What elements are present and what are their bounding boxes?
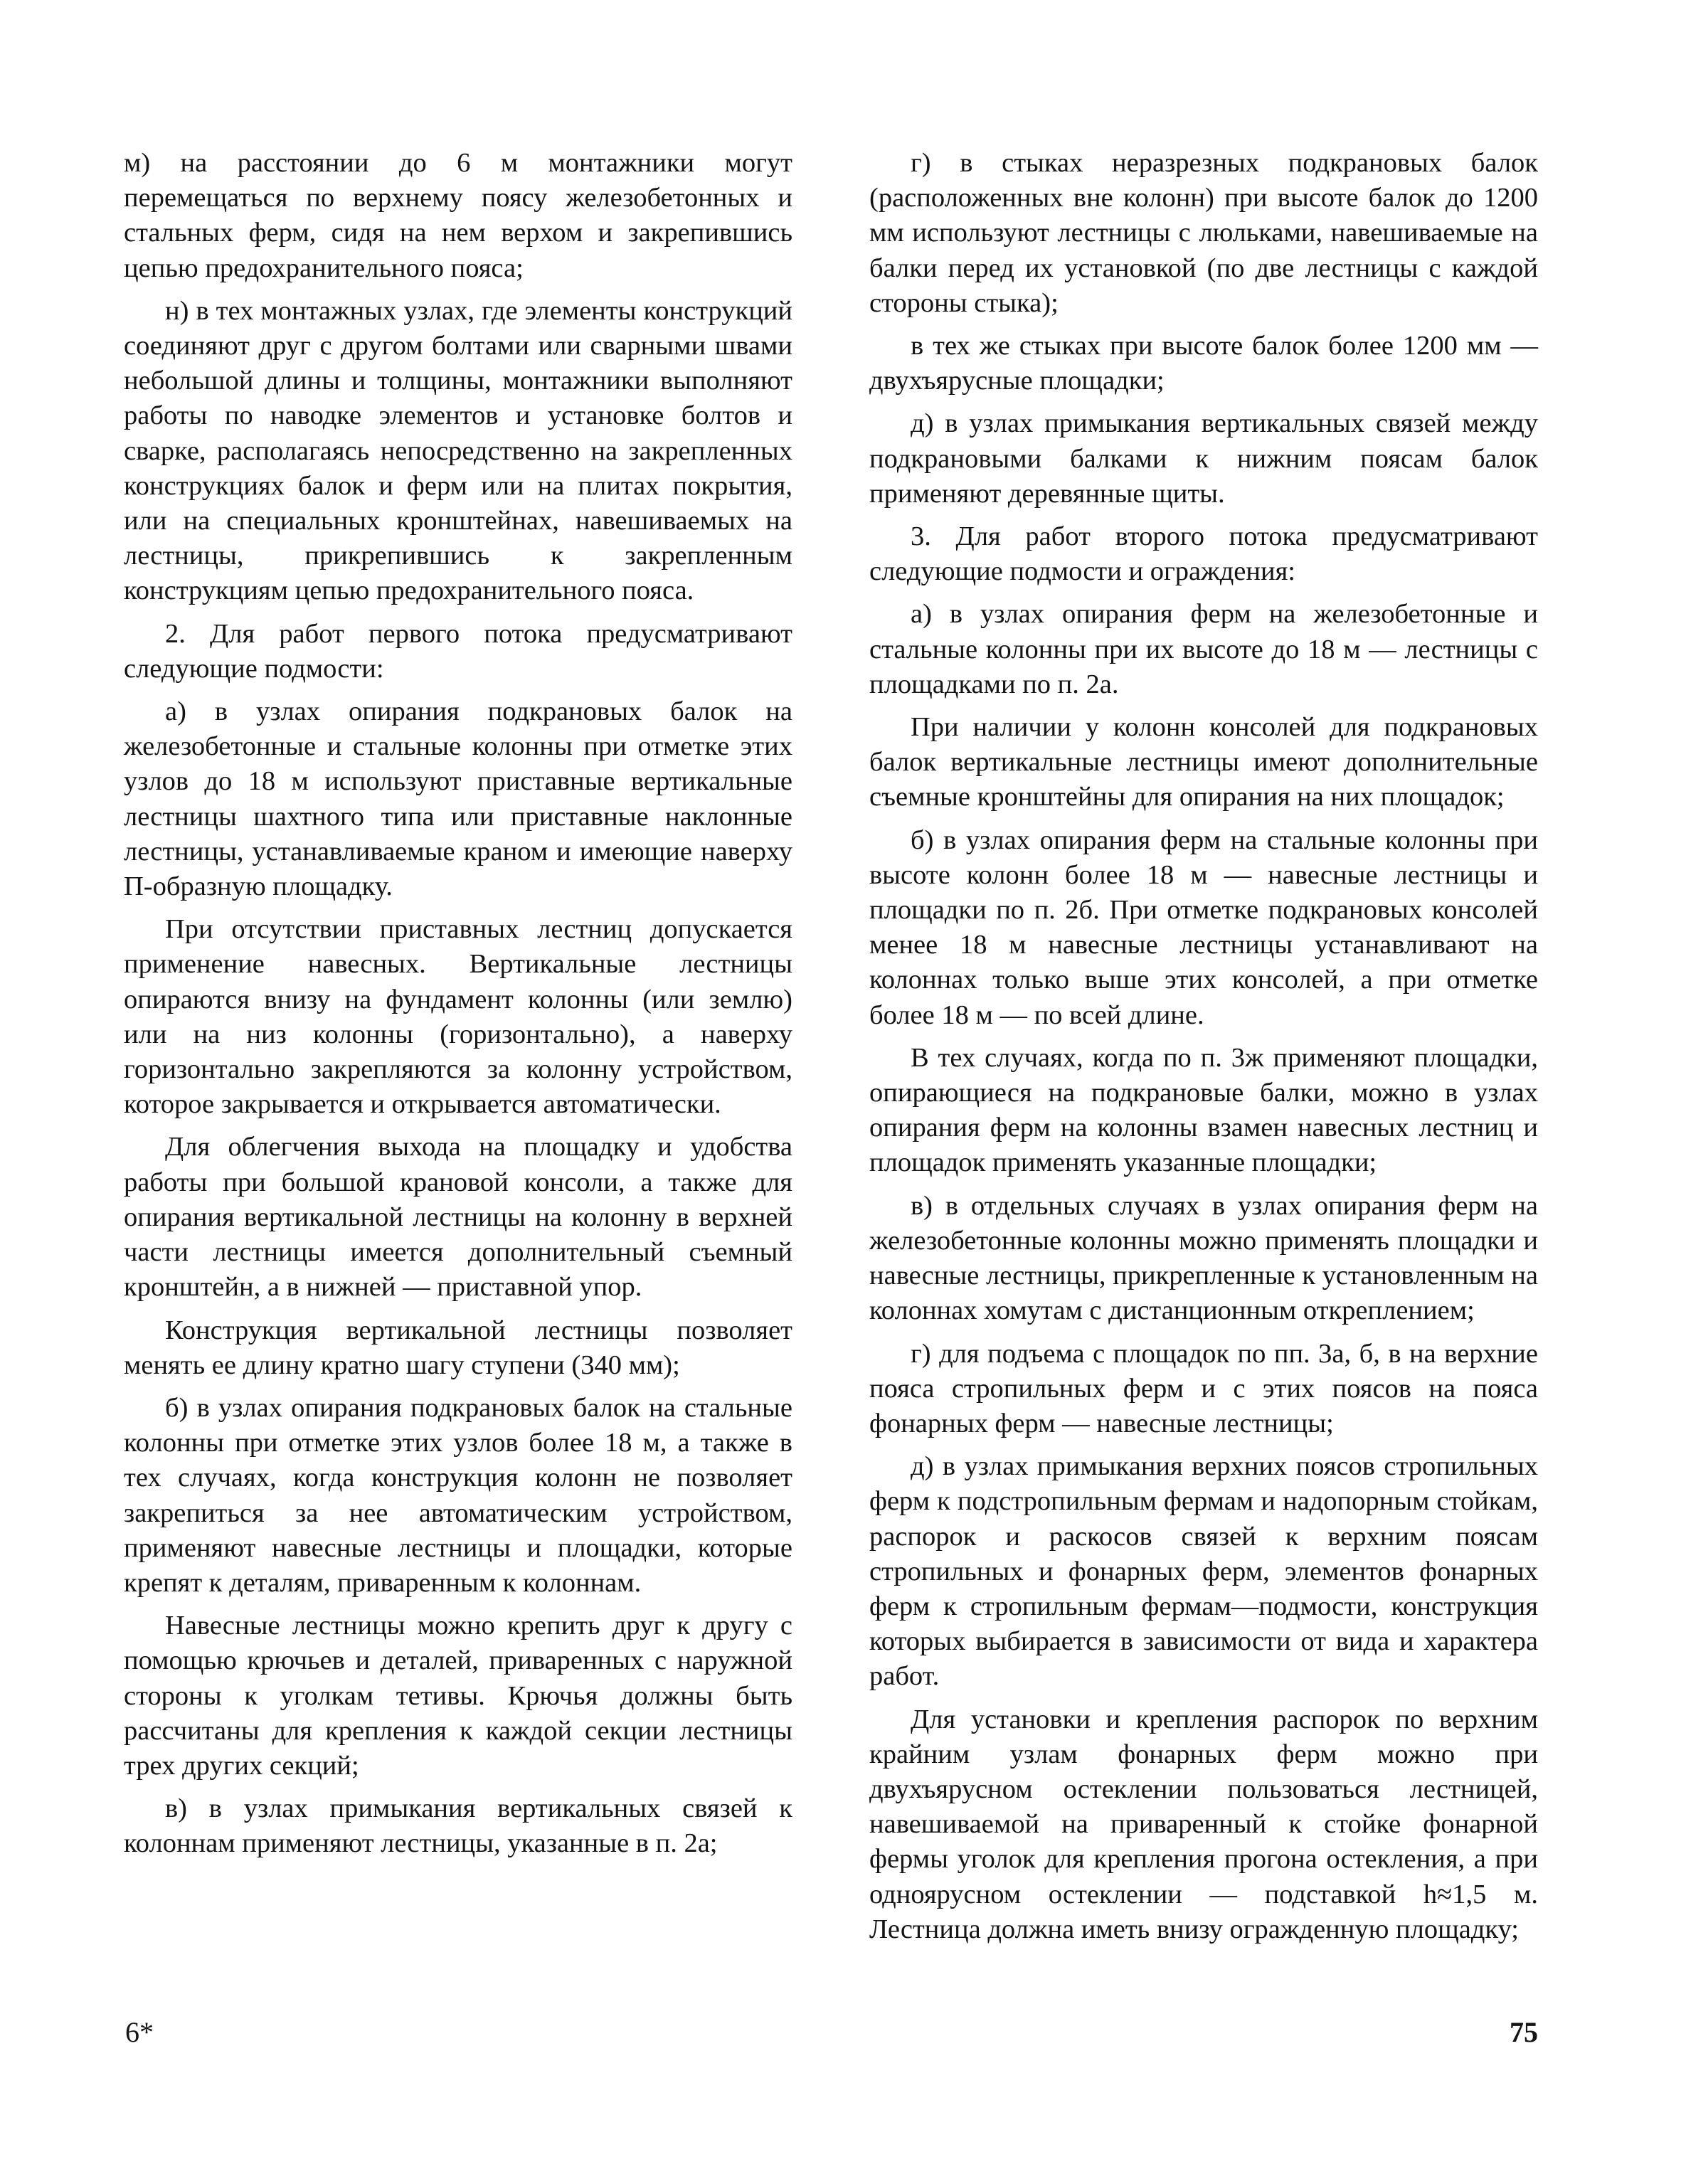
paragraph: г) для подъема с площадок по пп. 3а, б, в на верхние пояса стропильных ферм и с этих поясов на пояса фонарных ферм — навесные лестницы; xyxy=(869,1338,1538,1438)
paragraph: а) в узлах опирания подкрановых балок на железобетонные и стальные колонны при отметке этих узлов до 18 м используют приставные вертикальные лестницы шахтного типа или приставные наклонные лестницы, устанавливаемые краном и имеющие наверху П-образную площадку. xyxy=(124,696,792,902)
paragraph: При отсутствии приставных лестниц допускается применение навесных. Вертикальные лестницы опираются внизу на фундамент колонны (или землю) или на низ колонны (горизонтально), а наверху горизонтально закрепляются за колонну устройством, которое закрывается и открывается автоматически. xyxy=(124,914,792,1120)
paragraph: Навесные лестницы можно крепить друг к другу с помощью крючьев и деталей, приваренных с наружной стороны к уголкам тетивы. Крючья должны быть рассчитаны для крепления к каждой секции лестницы трех других секций; xyxy=(124,1611,792,1781)
paragraph: В тех случаях, когда по п. 3ж применяют площадки, опирающиеся на подкрановые балки, можно в узлах опирания ферм на колонны взамен навесных лестниц и площадок применять указанные площадки; xyxy=(869,1042,1538,1178)
paragraph: При наличии у колонн консолей для подкрановых балок вертикальные лестницы имеют дополнительные съемные кронштейны для опирания на них площадок; xyxy=(869,712,1538,812)
paragraph: н) в тех монтажных узлах, где элементы конструкций соединяют друг с другом болтами или сварными швами небольшой длины и толщины, монтажники выполняют работы по наводке элементов и установке болтов и сварке, располагаясь непосредственно на закрепленных конструкциях балок и ферм или на плитах покрытия, или на специальных кронштейнах, навешиваемых на лестницы, прикрепившись к закрепленным конструкциям цепью предохранительного пояса. xyxy=(124,295,792,606)
paragraph: в тех же стыках при высоте балок более 1200 мм — двухъярусные площадки; xyxy=(869,331,1538,396)
left-text-column xyxy=(124,146,792,1862)
paragraph: Для установки и крепления распорок по верхним крайним узлам фонарных ферм можно при двухъярусном остеклении пользоваться лестницей, навешиваемой на приваренный к стойке фонарной фермы уголок для крепления прогона остекления, а при одноярусном остеклении — подставкой h≈1,5 м. Лестница должна иметь внизу огражденную площадку; xyxy=(869,1704,1538,1944)
paragraph: г) в стыках неразрезных подкрановых балок (расположенных вне колонн) при высоте балок до 1200 мм используют лестницы с люльками, навешиваемые на балки перед их установкой (по две лестницы с каждой стороны стыка); xyxy=(869,148,1538,318)
paragraph: Для облегчения выхода на площадку и удобства работы при большой крановой консоли, а также для опирания вертикальной лестницы на колонну в верхней части лестницы имеется дополнительный съемный кронштейн, а в нижней — приставной упор. xyxy=(124,1132,792,1303)
paragraph: 3. Для работ второго потока предусматривают следующие подмости и ограждения: xyxy=(869,521,1538,587)
paragraph: в) в узлах примыкания вертикальных связей к колоннам применяют лестницы, указанные в п. 2а; xyxy=(124,1793,792,1859)
page-number: 75 xyxy=(1510,2016,1538,2048)
right-text-column xyxy=(869,146,1538,1947)
paragraph: д) в узлах примыкания вертикальных связей между подкрановыми балками к нижним поясам балок применяют деревянные щиты. xyxy=(869,408,1538,509)
paragraph: а) в узлах опирания ферм на железобетонные и стальные колонны при их высоте до 18 м — лестницы с площадками по п. 2а. xyxy=(869,599,1538,699)
paragraph: в) в отдельных случаях в узлах опирания ферм на железобетонные колонны можно применять площадки и навесные лестницы, прикрепленные к установленным на колоннах хомутам с дистанционным откреплением; xyxy=(869,1190,1538,1326)
paragraph: д) в узлах примыкания верхних поясов стропильных ферм к подстропильным фермам и надопорным стойкам, распорок и раскосов связей к верхним поясам стропильных и фонарных ферм, элементов фонарных ферм к стропильным фермам—подмости, конструкция которых выбирается в зависимости от вида и характера работ. xyxy=(869,1451,1538,1692)
paragraph: м) на расстоянии до 6 м монтажники могут перемещаться по верхнему поясу железобетонных и стальных ферм, сидя на нем верхом и закрепившись цепью предохранительного пояса; xyxy=(124,148,792,283)
paragraph: 2. Для работ первого потока предусматривают следующие подмости: xyxy=(124,618,792,684)
signature-mark: 6* xyxy=(125,2016,154,2048)
paragraph: б) в узлах опирания ферм на стальные колонны при высоте колонн более 18 м — навесные лестницы и площадки по п. 2б. При отметке подкрановых консолей менее 18 м навесные лестницы устанавливают на колоннах только выше этих консолей, а при отметке более 18 м — по всей длине. xyxy=(869,825,1538,1030)
paragraph: б) в узлах опирания подкрановых балок на стальные колонны при отметке этих узлов более 18 м, а также в тех случаях, когда конструкция колонн не позволяет закрепиться за нее автоматическим устройством, применяют навесные лестницы и площадки, которые крепят к деталям, приваренным к колоннам. xyxy=(124,1392,792,1598)
paragraph: Конструкция вертикальной лестницы позволяет менять ее длину кратно шагу ступени (340 мм); xyxy=(124,1315,792,1380)
